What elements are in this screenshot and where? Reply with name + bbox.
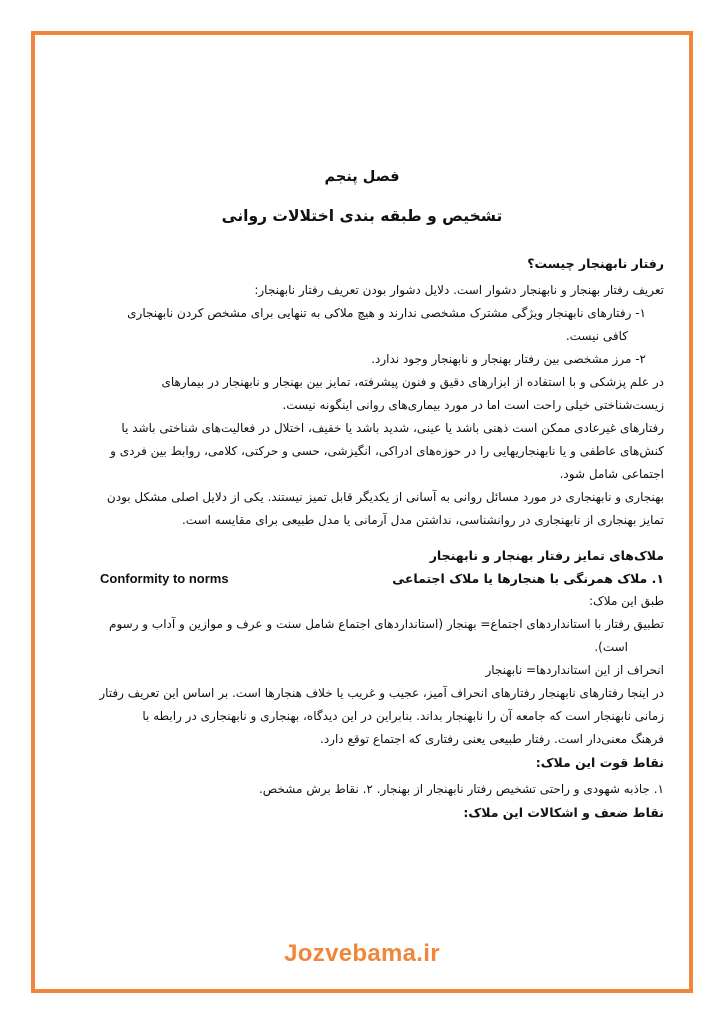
weaknesses-heading: نقاط ضعف و اشکالات این ملاک: [463,805,664,820]
document-body [60,160,664,824]
paragraph-line: بهنجاری و نابهنجاری در مورد مسائل روانی به آسانی از یکدیگر قابل تمیز نیستند. یکی از دلایل اصلی مشکل بودن [106,490,664,504]
deviation-line: انحراف از این استانداردها= نابهنجار [485,663,664,677]
paragraph-line: است). [594,640,628,654]
paragraph-line: در اینجا رفتارهای نابهنجار رفتارهای انحراف آمیز، عجیب و غریب یا خلاف هنجارها است. بر اساس این تعریف رفتار [99,686,664,700]
section-heading-abnormal: رفتار نابهنجار چیست؟ [527,256,664,271]
paragraph-line: تطبیق رفتار با استانداردهای اجتماع= بهنجار (استانداردهای اجتماع شامل سنت و عرف و موازین و آداب و رسوم [109,617,664,631]
criterion-title: ۱. ملاک همرنگی با هنجارها یا ملاک اجتماعی [392,571,664,586]
chapter-title: تشخیص و طبقه بندی اختلالات روانی [221,207,503,225]
paragraph-line: زمانی نابهنجار است که جامعه آن را نابهنجار بداند. بنابراین در این دیدگاه، بهنجاری و نابهنجاری در رابطه با [142,709,664,723]
according-label: طبق این ملاک: [589,594,664,608]
criterion-row [60,567,664,590]
watermark-logo: Jozvebama.ir [284,940,440,967]
paragraph-line: تمایز بهنجاری از نابهنجاری در روانشناسی، نداشتن مدل آرمانی یا مدل طبیعی برای مقایسه است. [181,513,664,527]
intro-text: تعریف رفتار بهنجار و نابهنجار دشوار است. دلایل دشوار بودن تعریف رفتار نابهنجار: [254,283,664,297]
list-item-1-cont: کافی نیست. [565,329,628,343]
paragraph-line: فرهنگ معنی‌دار است. رفتار طبیعی یعنی رفتاری که اجتماع توقع دارد. [320,732,664,746]
list-item-1: ۱- رفتارهای نابهنجار ویژگی مشترک مشخصی ندارند و هیچ ملاکی به تنهایی برای مشخص کردن نابهنجاری [127,306,646,320]
paragraph-line: در علم پزشکی و با استفاده از ابزارهای دقیق و فنون پیشرفته، تمایز بین بهنجار و نابهنجار در بیمارهای [161,375,664,389]
chapter-label: فصل پنجم [324,169,400,185]
paragraph-line: رفتارهای غیرعادی ممکن است ذهنی باشد یا عینی، شدید باشد یا خفیف، اختلال در فعالیت‌های شناختی باشد یا [121,421,664,435]
criterion-english: Conformity to norms [100,571,229,586]
strengths-heading: نقاط قوت این ملاک: [535,755,664,770]
strengths-text: ۱. جاذبه شهودی و راحتی تشخیص رفتار نابهنجار از بهنجار. ۲. نقاط برش مشخص. [258,782,664,796]
paragraph-line: اجتماعی شامل شود. [559,467,664,481]
paragraph-line: زیست‌شناختی خیلی راحت است اما در مورد بیماری‌های روانی اینگونه نیست. [282,398,664,412]
section-heading-criteria: ملاک‌های تمایز رفتار بهنجار و نابهنجار [429,548,664,563]
list-item-2: ۲- مرز مشخصی بین رفتار بهنجار و نابهنجار وجود ندارد. [371,352,646,366]
paragraph-line: کنش‌های عاطفی و یا نابهنجاریهایی را در حوزه‌های ادراکی، انگیزشی، حسی و حرکتی، کلامی، روابط بین فردی و [110,444,664,458]
